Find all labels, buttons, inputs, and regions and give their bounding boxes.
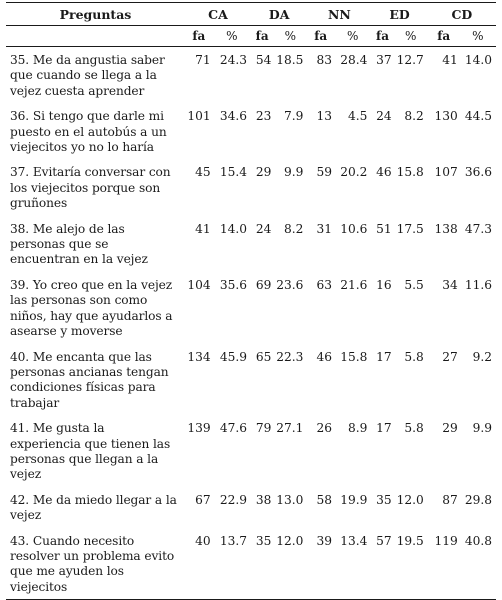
cell-cd-fa: 34 <box>442 277 458 292</box>
cell-cd-pct: 47.3 <box>464 221 492 236</box>
cell-ed-pct: 5.8 <box>404 349 424 364</box>
cell-ed-pct: 15.8 <box>396 165 424 180</box>
table-row <box>6 216 496 272</box>
cell-da-fa: 69 <box>255 277 272 292</box>
cell-ca-fa: 139 <box>187 421 211 436</box>
subheader-fa: fa <box>307 26 334 47</box>
table-row <box>6 528 496 600</box>
cell-ed-fa: 24 <box>376 109 392 124</box>
subheader-pct: % <box>460 26 496 47</box>
group-header-cd: CD <box>428 3 496 26</box>
subheader-pct: % <box>273 26 307 47</box>
cell-ed-fa: 16 <box>376 277 392 292</box>
table-row <box>6 487 496 528</box>
survey-table <box>6 2 496 600</box>
question-text: 40. Me encanta que las personas ancianas tengan condiciones físicas para trabajar <box>10 349 169 410</box>
cell-nn-fa: 39 <box>307 528 334 600</box>
cell-ed-pct: 5.5 <box>404 277 424 292</box>
question-cell <box>6 487 185 528</box>
question-text: 35. Me da angustia saber que cuando se llega a la vejez cuesta aprender <box>10 53 165 98</box>
cell-da-pct: 18.5 <box>276 53 304 67</box>
cell-ca-pct: 15.4 <box>219 165 247 180</box>
subheader-fa: fa <box>428 26 460 47</box>
subheader-pct: % <box>334 26 371 47</box>
cell-ed-fa: 51 <box>376 221 392 236</box>
cell-nn-pct: 15.8 <box>340 349 368 364</box>
cell-ed-fa: 46 <box>376 165 392 180</box>
subheader-pct: % <box>213 26 251 47</box>
cell-ca-fa: 40 <box>185 528 213 600</box>
group-header-da: DA <box>251 3 307 26</box>
cell-nn-fa: 83 <box>316 53 333 67</box>
cell-cd-pct: 44.5 <box>464 109 492 124</box>
cell-cd-fa: 41 <box>442 53 458 67</box>
cell-ca-pct: 47.6 <box>219 421 247 436</box>
cell-cd-pct: 29.8 <box>464 492 492 507</box>
table-body <box>6 47 496 600</box>
questions-header: Preguntas <box>6 3 185 26</box>
table-row <box>6 272 496 344</box>
cell-cd-fa: 27 <box>442 349 458 364</box>
cell-cd-pct: 9.9 <box>472 421 492 436</box>
question-text: 37. Evitaría conversar con los viejecitos porque son gruñones <box>10 165 171 211</box>
cell-da-pct: 27.1 <box>276 421 304 436</box>
cell-ed-fa: 35 <box>376 492 392 507</box>
question-text: 39. Yo creo que en la vejez las personas son como niños, hay que ayudarlos a asearse y moverse <box>10 277 173 339</box>
cell-da-fa: 35 <box>251 528 273 600</box>
cell-ed-fa: 17 <box>376 349 392 364</box>
subheader-fa: fa <box>371 26 393 47</box>
cell-cd-pct: 14.0 <box>464 53 492 67</box>
cell-nn-fa: 63 <box>316 277 333 292</box>
cell-da-fa: 29 <box>255 165 272 180</box>
cell-ca-fa: 71 <box>195 53 211 67</box>
cell-cd-fa: 138 <box>434 221 458 236</box>
subheader-pct: % <box>394 26 428 47</box>
cell-da-pct: 9.9 <box>284 165 304 180</box>
question-text: 41. Me gusta la experiencia que tienen las personas que llegan a la vejez <box>10 421 171 482</box>
cell-nn-fa: 31 <box>316 221 333 236</box>
cell-nn-fa: 13 <box>316 109 333 124</box>
cell-nn-pct: 20.2 <box>340 165 368 180</box>
cell-da-pct: 22.3 <box>276 349 304 364</box>
question-cell <box>6 415 185 487</box>
cell-ca-pct: 34.6 <box>219 109 247 124</box>
cell-nn-pct: 19.9 <box>340 492 368 507</box>
question-cell <box>6 47 185 104</box>
group-header-nn: NN <box>307 3 371 26</box>
cell-ca-pct: 35.6 <box>219 277 247 292</box>
cell-ed-pct: 17.5 <box>396 221 424 236</box>
cell-ed-fa: 37 <box>376 53 392 67</box>
table-row <box>6 159 496 215</box>
cell-cd-pct: 36.6 <box>464 165 492 180</box>
cell-da-pct: 13.0 <box>276 492 304 507</box>
cell-da-fa: 23 <box>255 109 272 124</box>
question-cell <box>6 216 185 272</box>
cell-ca-pct: 22.9 <box>219 492 247 507</box>
cell-nn-fa: 46 <box>316 349 333 364</box>
cell-da-pct: 23.6 <box>276 277 304 292</box>
cell-cd-pct: 9.2 <box>472 349 492 364</box>
question-text: 42. Me da miedo llegar a la vejez <box>10 492 177 523</box>
cell-ca-fa: 67 <box>195 492 211 507</box>
cell-ca-fa: 101 <box>187 109 211 124</box>
cell-da-pct: 8.2 <box>284 221 304 236</box>
cell-ca-fa: 45 <box>195 165 211 180</box>
cell-da-pct: 12.0 <box>273 528 307 600</box>
cell-ca-fa: 41 <box>195 221 211 236</box>
header-sub-row <box>6 26 496 47</box>
cell-cd-fa: 130 <box>434 109 458 124</box>
cell-cd-fa: 119 <box>428 528 460 600</box>
cell-ed-pct: 12.0 <box>396 492 424 507</box>
table-row <box>6 415 496 487</box>
cell-ca-fa: 104 <box>187 277 211 292</box>
cell-da-fa: 38 <box>255 492 272 507</box>
cell-cd-pct: 40.8 <box>460 528 496 600</box>
cell-cd-pct: 11.6 <box>464 277 492 292</box>
cell-ed-pct: 8.2 <box>404 109 424 124</box>
cell-nn-fa: 26 <box>316 421 333 436</box>
question-cell <box>6 159 185 215</box>
cell-cd-fa: 107 <box>434 165 458 180</box>
survey-table-container <box>6 2 496 600</box>
cell-nn-pct: 28.4 <box>340 53 368 67</box>
table-row <box>6 344 496 416</box>
cell-da-fa: 79 <box>255 421 272 436</box>
cell-ed-fa: 57 <box>371 528 393 600</box>
cell-nn-pct: 4.5 <box>347 109 368 124</box>
cell-ed-pct: 19.5 <box>394 528 428 600</box>
question-cell <box>6 344 185 416</box>
question-text: 36. Si tengo que darle mi puesto en el autobús a un viejecitos yo no lo haría <box>10 109 167 155</box>
question-cell <box>6 528 185 600</box>
question-cell <box>6 103 185 159</box>
group-header-ca: CA <box>185 3 251 26</box>
cell-da-fa: 65 <box>255 349 272 364</box>
cell-da-fa: 54 <box>255 53 272 67</box>
cell-ca-pct: 14.0 <box>219 221 247 236</box>
question-text: 43. Cuando necesito resolver un problema evito que me ayuden los viejecitos <box>10 533 175 594</box>
subheader-fa: fa <box>251 26 273 47</box>
cell-ed-fa: 17 <box>376 421 392 436</box>
table-header <box>6 3 496 47</box>
table-row <box>6 103 496 159</box>
question-text: 38. Me alejo de las personas que se encuentran en la vejez <box>10 221 148 267</box>
cell-nn-fa: 59 <box>316 165 333 180</box>
cell-nn-pct: 21.6 <box>340 277 368 292</box>
cell-cd-fa: 87 <box>442 492 458 507</box>
cell-cd-fa: 29 <box>442 421 458 436</box>
cell-ca-fa: 134 <box>187 349 211 364</box>
cell-ca-pct: 45.9 <box>219 349 247 364</box>
cell-nn-fa: 58 <box>316 492 333 507</box>
subheader-fa: fa <box>185 26 213 47</box>
cell-ed-pct: 5.8 <box>404 421 424 436</box>
cell-da-pct: 7.9 <box>284 109 304 124</box>
table-row <box>6 47 496 104</box>
cell-ca-pct: 24.3 <box>219 53 247 67</box>
cell-nn-pct: 13.4 <box>334 528 371 600</box>
questions-subheader-blank <box>6 26 185 47</box>
group-header-ed: ED <box>371 3 427 26</box>
header-group-row <box>6 3 496 26</box>
cell-da-fa: 24 <box>255 221 272 236</box>
cell-ed-pct: 12.7 <box>396 53 424 67</box>
cell-ca-pct: 13.7 <box>213 528 251 600</box>
question-cell <box>6 272 185 344</box>
cell-nn-pct: 8.9 <box>347 421 368 436</box>
cell-nn-pct: 10.6 <box>340 221 368 236</box>
